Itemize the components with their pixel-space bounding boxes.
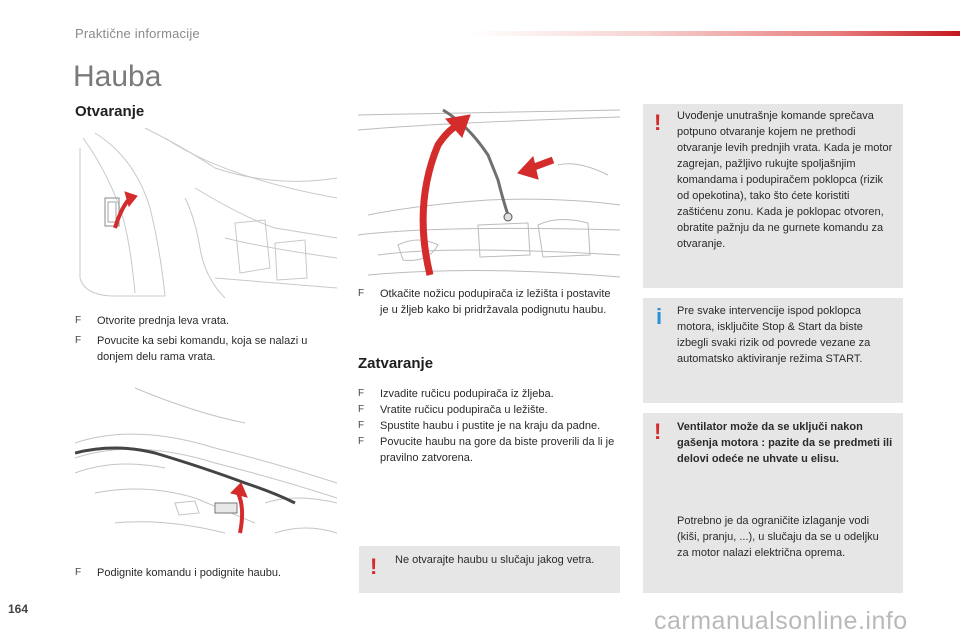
fan-warning-box	[643, 413, 903, 593]
opening-steps-right	[358, 286, 620, 322]
bonnet-lift-illustration	[75, 383, 337, 553]
list-item	[358, 386, 620, 402]
interior-control-warning-text: Uvođenje unutrašnje komande sprečava potpuno otvaranje kojem ne prethodi otvaranje levih prednjih vrata. Kada je motor zagrejan, pažljivo rukujte spoljašnjim komandama i podupiračem poklopca (rizik od opekotina), tako što ćete koristiti zaštićenu zonu. Kada je poklopac otvoren, obratite pažnju da ne gurnete komandu za otvaranje.	[677, 110, 893, 250]
bullet-marker: F	[75, 335, 82, 346]
fan-warning-text: Potrebno je da ograničite izlaganje vodi (kiši, pranju, ...), u slučaju da se u odeljku za motor nalazi električna oprema.	[677, 515, 879, 559]
bullet-marker: F	[358, 404, 365, 415]
warning-icon: !	[370, 554, 378, 579]
warning-icon: !	[654, 110, 662, 135]
bullet-marker: F	[358, 436, 365, 447]
page-number: 164	[8, 602, 29, 616]
wind-warning-text: Ne otvarajte haubu u slučaju jakog vetra.	[395, 554, 595, 566]
list-item	[358, 286, 620, 318]
fan-warning-bold-text: Ventilator može da se uključi nakon gašenja motora : pazite da se predmeti ili delovi odeće ne uhvate u elisu.	[677, 421, 893, 465]
prop-rod-illustration	[358, 105, 620, 283]
closing-heading: Zatvaranje	[358, 355, 434, 372]
bullet-marker: F	[358, 288, 365, 299]
step-text: Otkačite nožicu podupirača iz ležišta i postavite je u žljeb kako bi pridržavala podignutu haubu.	[380, 288, 611, 316]
step-text: Vratite ručicu podupirača u ležište.	[380, 404, 548, 416]
closing-steps	[358, 386, 620, 466]
step-text: Spustite haubu i pustite je na kraju da padne.	[380, 420, 601, 432]
wind-warning-box	[359, 546, 620, 593]
warning-icon: !	[654, 419, 662, 444]
opening-heading: Otvaranje	[75, 103, 145, 120]
section-title: Praktične informacije	[75, 26, 200, 41]
bullet-marker: F	[75, 567, 82, 578]
stop-start-info-text: Pre svake intervencije ispod poklopca motora, isključite Stop & Start da biste izbegli svaki rizik od povrede vezane za automatsko aktiviranje režima START.	[677, 305, 871, 365]
interior-control-warning-box	[643, 104, 903, 288]
opening-step-bottom	[75, 565, 337, 585]
step-text: Izvadite ručicu podupirača iz žljeba.	[380, 388, 554, 400]
door-release-illustration	[75, 128, 337, 300]
step-text: Povucite ka sebi komandu, koja se nalazi u donjem delu rama vrata.	[97, 335, 308, 363]
page-title: Hauba	[73, 60, 162, 93]
list-item	[75, 313, 337, 329]
list-item	[358, 418, 620, 434]
list-item	[75, 565, 337, 581]
list-item	[358, 434, 620, 466]
step-text: Otvorite prednja leva vrata.	[97, 315, 230, 327]
watermark: carmanualsonline.info	[654, 607, 908, 635]
stop-start-info-box	[643, 298, 903, 403]
bullet-marker: F	[75, 315, 82, 326]
step-text: Podignite komandu i podignite haubu.	[97, 567, 282, 579]
info-icon: i	[656, 304, 663, 329]
opening-steps-left	[75, 313, 337, 369]
bullet-marker: F	[358, 388, 365, 399]
list-item	[75, 333, 337, 365]
header-accent-bar	[470, 31, 960, 36]
list-item	[358, 402, 620, 418]
step-text: Povucite haubu na gore da biste proverili da li je pravilno zatvorena.	[380, 436, 615, 464]
bullet-marker: F	[358, 420, 365, 431]
